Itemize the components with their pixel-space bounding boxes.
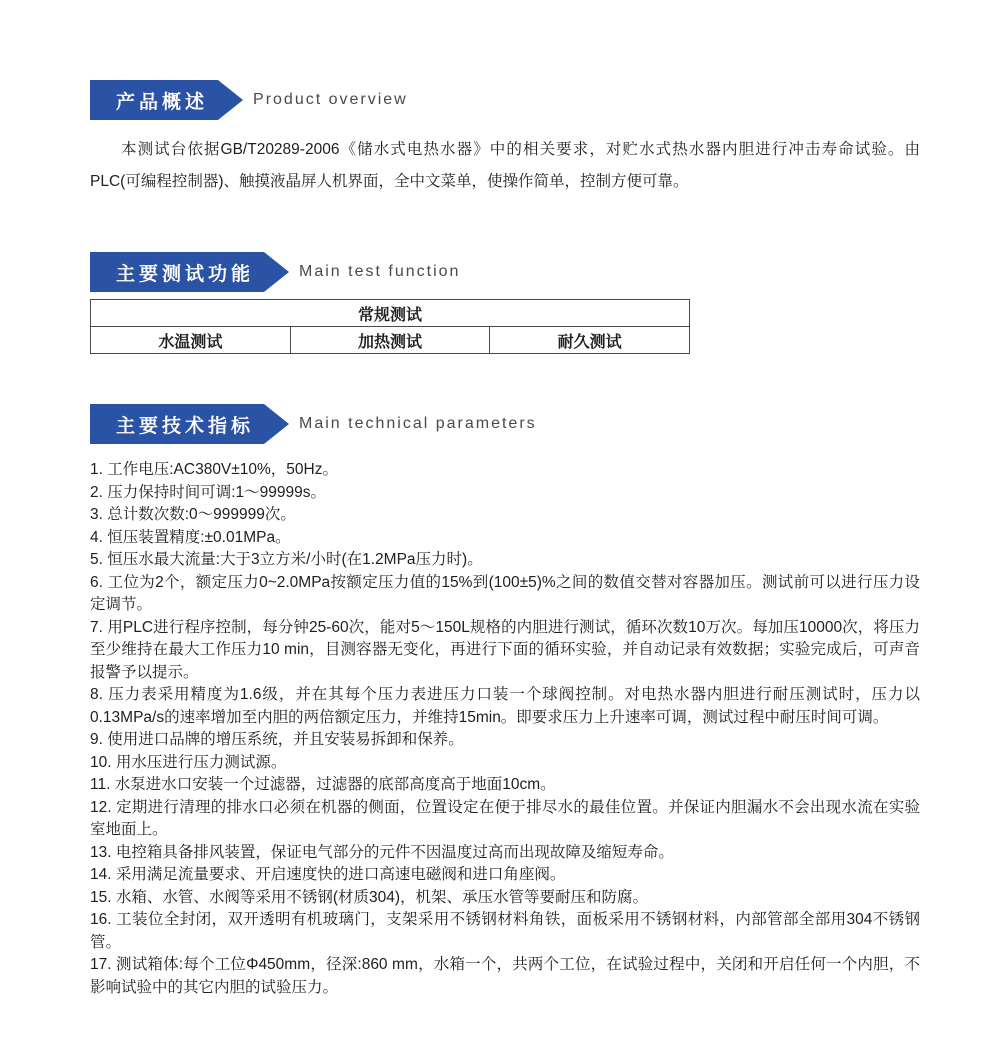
list-item: 12. 定期进行清理的排水口必须在机器的侧面，位置设定在便于排尽水的最佳位置。并保证内胆漏水不会出现水流在实验室地面上。 — [90, 798, 920, 838]
test-function-title-en: Main test function — [299, 263, 461, 280]
list-item: 6. 工位为2个，额定压力0~2.0MPa按额定压力值的15%到(100±5)%之间的数值交替对容器加压。测试前可以进行压力设定调节。 — [90, 573, 920, 613]
section-heading-test-function — [90, 252, 920, 292]
section-product-overview — [90, 80, 920, 198]
section-technical-parameters — [90, 404, 920, 999]
overview-paragraph: 本测试台依据GB/T20289-2006《储水式电热水器》中的相关要求，对贮水式热水器内胆进行冲击寿命试验。由PLC(可编程控制器)、触摸液晶屏人机界面，全中文菜单，使操作简单，控制方便可靠。 — [90, 141, 920, 190]
technical-title-en: Main technical parameters — [299, 415, 537, 432]
test-function-banner — [90, 252, 264, 292]
list-item: 2. 压力保持时间可调:1～99999s。 — [90, 483, 327, 501]
list-item: 11. 水泵进水口安装一个过滤器，过滤器的底部高度高于地面10cm。 — [90, 776, 556, 793]
table-row — [91, 327, 690, 354]
list-item: 4. 恒压装置精度:±0.01MPa。 — [90, 528, 291, 546]
list-item: 1. 工作电压:AC380V±10%，50Hz。 — [90, 461, 338, 478]
list-item: 9. 使用进口品牌的增压系统，并且安装易拆卸和保养。 — [90, 731, 464, 748]
arrow-right-icon — [264, 252, 289, 292]
overview-title-en: Product overview — [253, 91, 408, 108]
list-item: 5. 恒压水最大流量:大于3立方米/小时(在1.2MPa压力时)。 — [90, 551, 483, 568]
overview-title-zh: 产品概述 — [116, 91, 209, 113]
section-main-test-function — [90, 252, 920, 354]
list-item: 10. 用水压进行压力测试源。 — [90, 753, 287, 771]
table-cell-water-temp: 水温测试 — [91, 327, 291, 354]
table-header-row — [91, 300, 690, 327]
technical-parameters-list — [90, 459, 920, 999]
list-item: 14. 采用满足流量要求、开启速度快的进口高速电磁阀和进口角座阀。 — [90, 866, 566, 883]
test-function-table — [90, 299, 690, 354]
list-item: 16. 工装位全封闭，双开透明有机玻璃门，支架采用不锈钢材料角铁，面板采用不锈钢材料，内部管部全部用304不锈钢管。 — [90, 911, 920, 951]
section-heading-overview — [90, 80, 920, 120]
test-function-title-zh: 主要测试功能 — [116, 263, 255, 285]
overview-banner — [90, 80, 218, 120]
table-cell-endurance: 耐久测试 — [490, 327, 690, 354]
list-item: 15. 水箱、水管、水阀等采用不锈钢(材质304)，机架、承压水管等要耐压和防腐。 — [90, 888, 649, 906]
technical-title-zh: 主要技术指标 — [116, 415, 255, 437]
arrow-right-icon — [218, 80, 243, 120]
list-item: 13. 电控箱具备排风装置，保证电气部分的元件不因温度过高而出现故障及缩短寿命。 — [90, 843, 674, 861]
list-item: 3. 总计数次数:0～999999次。 — [90, 506, 296, 523]
list-item: 17. 测试箱体:每个工位Φ450mm，径深:860 mm，水箱一个，共两个工位，在试验过程中，关闭和开启任何一个内胆，不影响试验中的其它内胆的试验压力。 — [90, 956, 920, 996]
section-heading-technical — [90, 404, 920, 444]
list-item: 8. 压力表采用精度为1.6级，并在其每个压力表进压力口装一个球阀控制。对电热水器内胆进行耐压测试时，压力以0.13MPa/s的速率增加至内胆的两倍额定压力，并维持15min。即要求压力上升速率可调，测试过程中耐压时间可调。 — [90, 686, 920, 726]
table-header-cell: 常规测试 — [91, 300, 690, 327]
table-cell-heating: 加热测试 — [290, 327, 490, 354]
technical-banner — [90, 404, 264, 444]
list-item: 7. 用PLC进行程序控制，每分钟25-60次，能对5～150L规格的内胆进行测试，循环次数10万次。每加压10000次，将压力至少维持在最大工作压力10 min，目测容器无变化，再进行下面的循环实验，并自动记录有效数据；实验完成后，可声音报警予以提示。 — [90, 618, 920, 681]
arrow-right-icon — [264, 404, 289, 444]
